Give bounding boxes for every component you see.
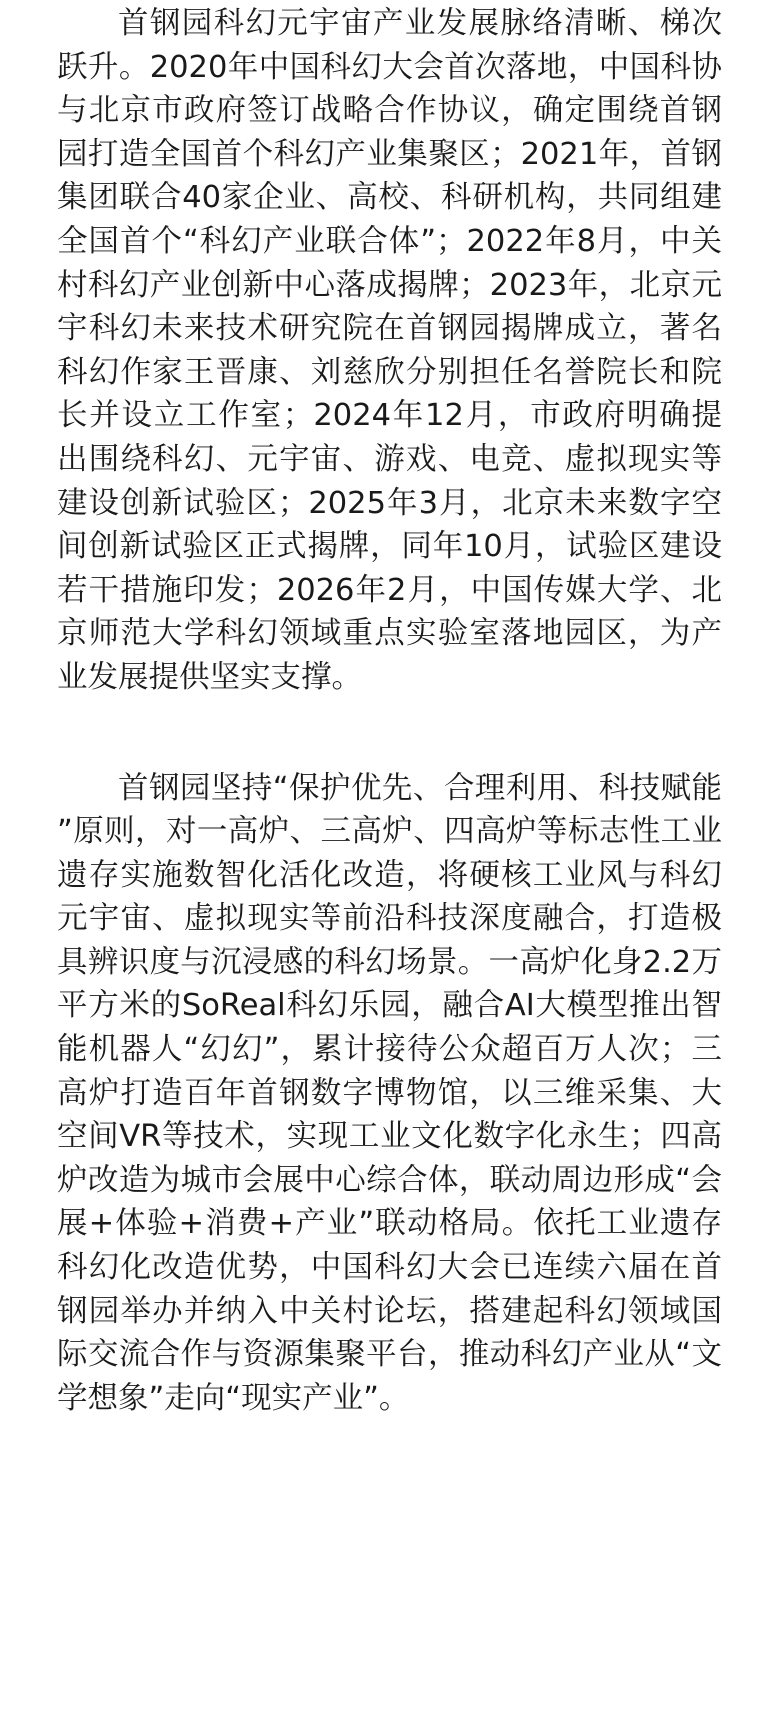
article-body [57, 0, 722, 1420]
paragraph-history: 首钢园科幻元宇宙产业发展脉络清晰、梯次跃升。2020年中国科幻大会首次落地，中国科协与北京市政府签订战略合作协议，确定围绕首钢园打造全国首个科幻产业集聚区；2021年，首钢集团联合40家企业、高校、科研机构，共同组建全国首个“科幻产业联合体”；2022年8月，中关村科幻产业创新中心落成揭牌；2023年，北京元宇科幻未来技术研究院在首钢园揭牌成立，著名科幻作家王晋康、刘慈欣分别担任名誉院长和院长并设立工作室；2024年12月，市政府明确提出围绕科幻、元宇宙、游戏、电竞、虚拟现实等建设创新试验区；2025年3月，北京未来数字空间创新试验区正式揭牌，同年10月，试验区建设若干措施印发；2026年2月，中国传媒大学、北京师范大学科幻领域重点实验室落地园区，为产业发展提供坚实支撑。 [57, 6, 722, 695]
paragraph-industrial-heritage: 首钢园坚持“保护优先、合理利用、科技赋能”原则，对一高炉、三高炉、四高炉等标志性工业遗存实施数智化活化改造，将硬核工业风与科幻元宇宙、虚拟现实等前沿科技深度融合，打造极具辨识度与沉浸感的科幻场景。一高炉化身2.2万平方米的SoReal科幻乐园，融合AI大模型推出智能机器人“幻幻”，累计接待公众超百万人次；三高炉打造百年首钢数字博物馆，以三维采集、大空间VR等技术，实现工业文化数字化永生；四高炉改造为城市会展中心综合体，联动周边形成“会展+体验+消费+产业”联动格局。依托工业遗存科幻化改造优势，中国科幻大会已连续六届在首钢园举办并纳入中关村论坛，搭建起科幻领域国际交流合作与资源集聚平台，推动科幻产业从“文学想象”走向“现实产业”。 [57, 770, 722, 1416]
